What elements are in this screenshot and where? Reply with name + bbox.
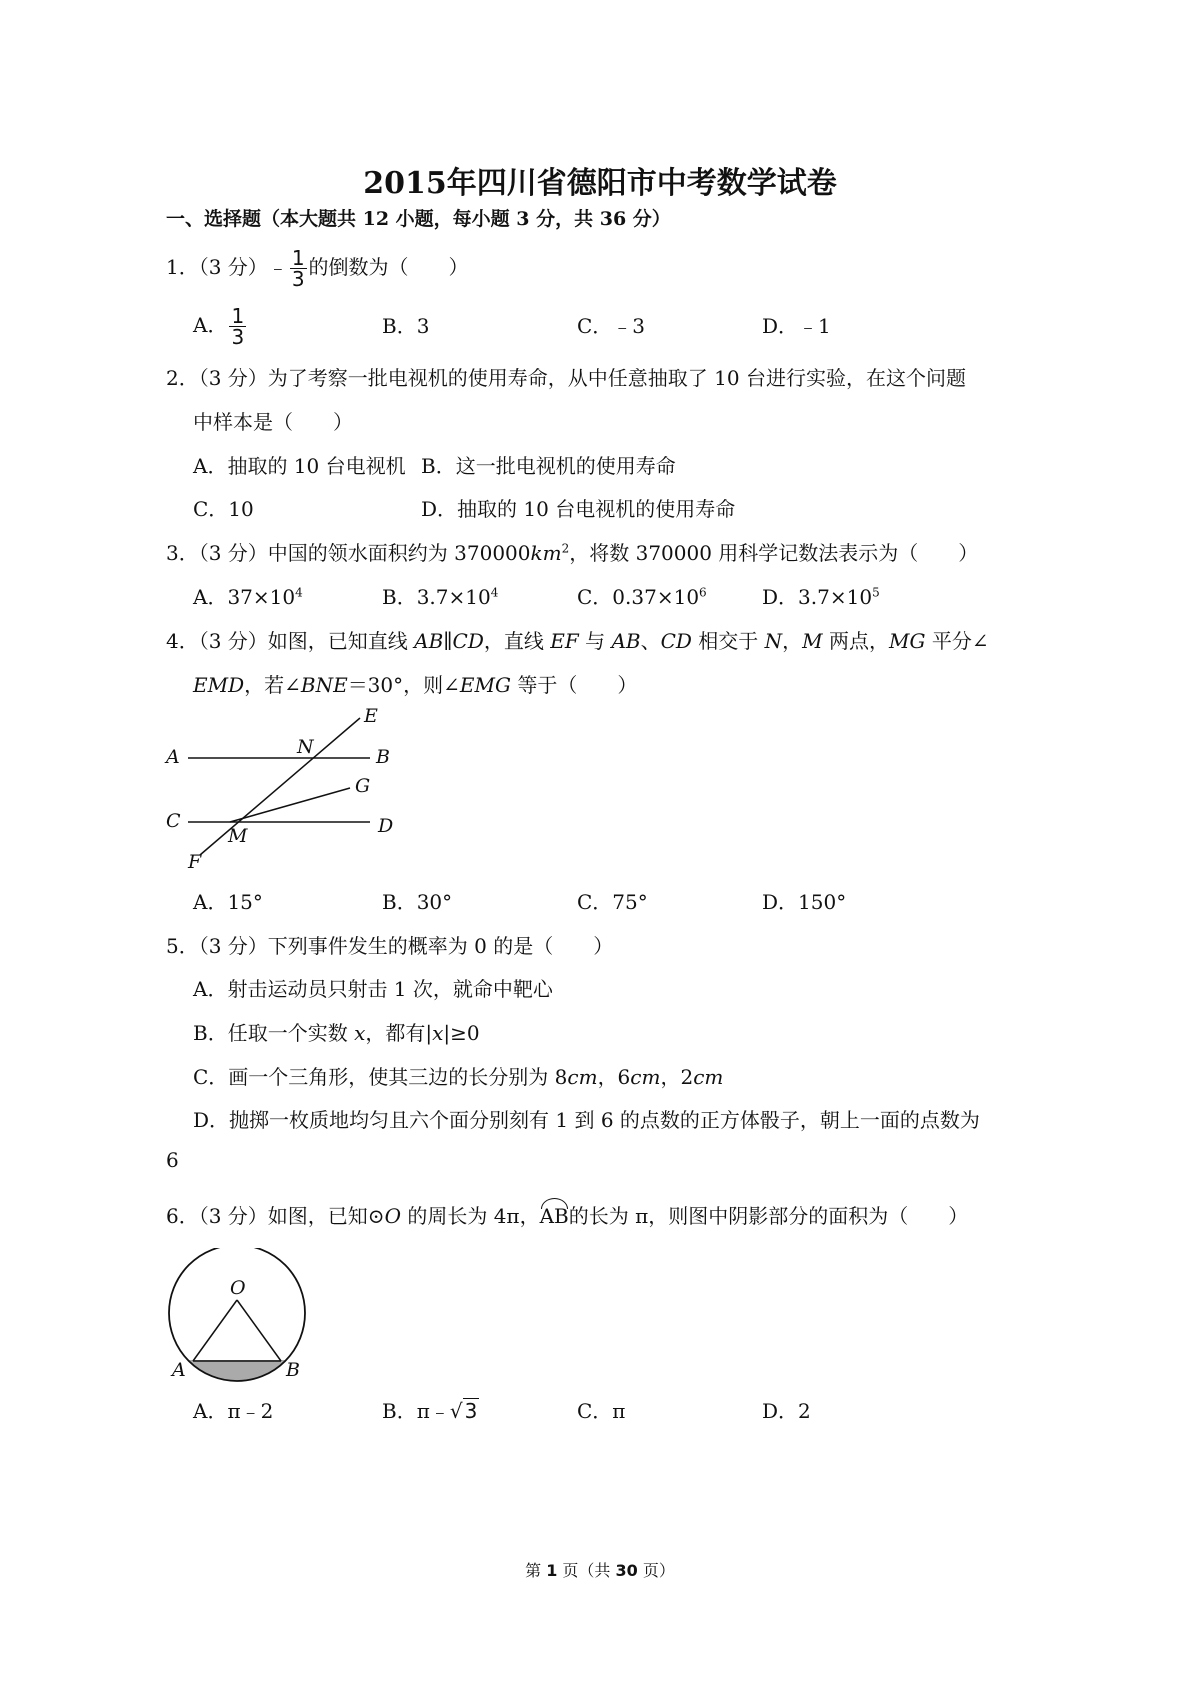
label-n: N [297, 736, 314, 758]
q3-c-exp: 6 [699, 585, 707, 600]
q4-option-b: B．30° [382, 890, 453, 914]
footer-t1: 第 [525, 1561, 547, 1580]
q4-l1-t8: 平分∠ [925, 629, 989, 653]
q6-t2: 的周长为 4π， [400, 1204, 540, 1228]
q5-c-t3: ，2 [660, 1065, 694, 1089]
q3-d-exp: 5 [872, 585, 880, 600]
label-c: C [166, 810, 181, 832]
section-heading-choice: 一、选择题（本大题共 12 小题，每小题 3 分，共 36 分） [166, 208, 671, 230]
q1-option-a-fraction [229, 306, 246, 347]
q3-b-exp: 4 [490, 585, 499, 600]
q5-b-t2: ，都有| [365, 1021, 433, 1045]
q3-unit-exponent: 2 [561, 541, 570, 556]
q2-option-b: B．这一批电视机的使用寿命 [421, 454, 676, 478]
q1-option-d: D．﹣1 [762, 314, 831, 338]
q4-option-a: A．15° [193, 890, 263, 914]
q4-option-d: D．150° [762, 890, 847, 914]
q4-l1-i4: CD [660, 629, 692, 653]
q3-d-base: D．3.7×10 [762, 585, 873, 609]
question-4-stem-line2 [193, 669, 637, 698]
q4-l2-i2: BNE [300, 673, 348, 697]
page-footer [0, 1558, 1200, 1581]
q4-l1-t7: 两点， [822, 629, 889, 653]
q4-parallel-lines-figure [160, 700, 410, 875]
q3-option-d [762, 581, 880, 610]
q4-l1-i5: N [764, 629, 783, 653]
q4-l1-i6: M [802, 629, 823, 653]
radius-ob [237, 1300, 281, 1361]
q3-option-b [382, 581, 498, 610]
q5-option-a: A．射击运动员只射击 1 次，就命中靶心 [193, 977, 553, 1001]
q5-c-t2: ，6 [597, 1065, 631, 1089]
q2-option-d: D．抽取的 10 台电视机的使用寿命 [421, 497, 736, 521]
q4-l2-t3: 等于（ ） [510, 673, 638, 697]
q6-option-b [382, 1395, 479, 1424]
q5-option-d-line1: D．抛掷一枚质地均匀且六个面分别刻有 1 到 6 的点数的正方体骰子，朝上一面的点数为 [193, 1108, 980, 1132]
q5-c-i2: cm [630, 1065, 661, 1089]
q1-neg: ﹣ [267, 255, 288, 279]
q4-l2-i1: EMD [193, 673, 245, 697]
q3-text-pre: 3．（3 分）中国的领水面积约为 370000 [166, 541, 531, 565]
question-5-stem: 5．（3 分）下列事件发生的概率为 0 的是（ ） [166, 934, 614, 958]
question-3-stem [166, 537, 978, 566]
footer-t3: 页） [637, 1561, 675, 1580]
q6-arc-ab: AB [539, 1204, 569, 1228]
q5-b-t3: |≥0 [443, 1021, 480, 1045]
q6-option-d: D．2 [762, 1399, 811, 1423]
ray-mg [230, 788, 350, 822]
footer-t2: 页（共 [557, 1561, 616, 1580]
q1-fraction [290, 248, 307, 289]
q4-l1-i7: MG [889, 629, 926, 653]
radius-oa [193, 1300, 237, 1361]
q1-number: 1．（3 分） [166, 255, 268, 279]
q4-l1-i1: AB∥CD [414, 629, 484, 653]
q1-a-numerator: 1 [231, 304, 245, 328]
q5-c-i1: cm [567, 1065, 598, 1089]
q5-b-i2: x [432, 1021, 444, 1045]
q5-c-i3: cm [693, 1065, 724, 1089]
question-2-stem-line2: 中样本是（ ） [193, 410, 353, 434]
q2-option-a: A．抽取的 10 台电视机 [193, 454, 406, 478]
q4-l1-t6: ， [782, 629, 803, 653]
q1-text: 的倒数为（ ） [308, 255, 469, 279]
q6-i1: O [384, 1204, 401, 1228]
q3-c-base: C．0.37×10 [577, 585, 700, 609]
q3-text-post: ，将数 370000 用科学记数法表示为（ ） [569, 541, 979, 565]
q2-option-c: C．10 [193, 497, 254, 521]
q3-a-base: A．37×10 [193, 585, 296, 609]
question-4-stem-line1 [166, 625, 989, 654]
q6-t1: 6．（3 分）如图，已知⊙ [166, 1204, 385, 1228]
label-g: G [355, 775, 371, 797]
label-b: B [376, 746, 390, 768]
q5-b-t1: B．任取一个实数 [193, 1021, 355, 1045]
q3-b-base: B．3.7×10 [382, 585, 491, 609]
q6-t3: 的长为 π，则图中阴影部分的面积为（ ） [568, 1204, 969, 1228]
q6-b-radicand: 3 [464, 1399, 478, 1423]
q4-l1-i3: AB [611, 629, 641, 653]
q4-l2-t1: ，若∠ [244, 673, 301, 697]
q3-option-a [193, 581, 303, 610]
q6-circle-figure [160, 1248, 320, 1388]
label-f: F [188, 851, 202, 873]
q5-b-i1: x [354, 1021, 366, 1045]
q5-c-t1: C．画一个三角形，使其三边的长分别为 8 [193, 1065, 568, 1089]
q3-a-exp: 4 [295, 585, 303, 600]
q6-b-pre: B．π﹣ [382, 1399, 450, 1423]
q1-a-denominator: 3 [231, 325, 245, 349]
q4-l1-i2: EF [550, 629, 579, 653]
q4-l1-t1: 4．（3 分）如图，已知直线 [166, 629, 415, 653]
label-a: A [172, 1359, 186, 1381]
q4-l1-t3: 与 [578, 629, 612, 653]
q4-l1-t5: 相交于 [691, 629, 765, 653]
question-1-stem [166, 248, 469, 289]
line-ef [200, 718, 360, 855]
q3-unit: km [530, 541, 562, 565]
label-d: D [378, 815, 394, 837]
footer-page-number: 1 [546, 1561, 558, 1580]
label-m: M [228, 825, 248, 847]
q1-option-a-label: A． [193, 313, 228, 337]
q6-option-c: C．π [577, 1399, 626, 1423]
footer-total-pages: 30 [615, 1561, 638, 1580]
document-title: 2015年四川省德阳市中考数学试卷 [363, 166, 837, 201]
q1-option-a [193, 306, 248, 347]
sqrt-icon: √ [449, 1399, 463, 1423]
q4-option-c: C．75° [577, 890, 648, 914]
q1-option-c: C．﹣3 [577, 314, 646, 338]
label-a: A [166, 746, 180, 768]
question-2-stem-line1: 2．（3 分）为了考察一批电视机的使用寿命，从中任意抽取了 10 台进行实验，在这个问题 [166, 366, 966, 390]
q4-l2-i3: EMG [459, 673, 511, 697]
q6-option-a: A．π﹣2 [193, 1399, 274, 1423]
q4-l2-t2: ＝30°，则∠ [347, 673, 460, 697]
q1-option-b: B．3 [382, 314, 430, 338]
label-o: O [230, 1277, 246, 1299]
label-e: E [364, 705, 378, 727]
q1-frac-denominator: 3 [291, 267, 305, 291]
q5-option-c [193, 1061, 723, 1090]
label-b: B [286, 1359, 300, 1381]
q3-option-c [577, 581, 707, 610]
q1-frac-numerator: 1 [291, 246, 305, 270]
q4-l1-t4: 、 [640, 629, 661, 653]
question-6-stem [166, 1200, 968, 1229]
q5-option-d-line2: 6 [166, 1148, 179, 1172]
q5-option-b [193, 1017, 480, 1046]
q4-l1-t2: ，直线 [483, 629, 551, 653]
